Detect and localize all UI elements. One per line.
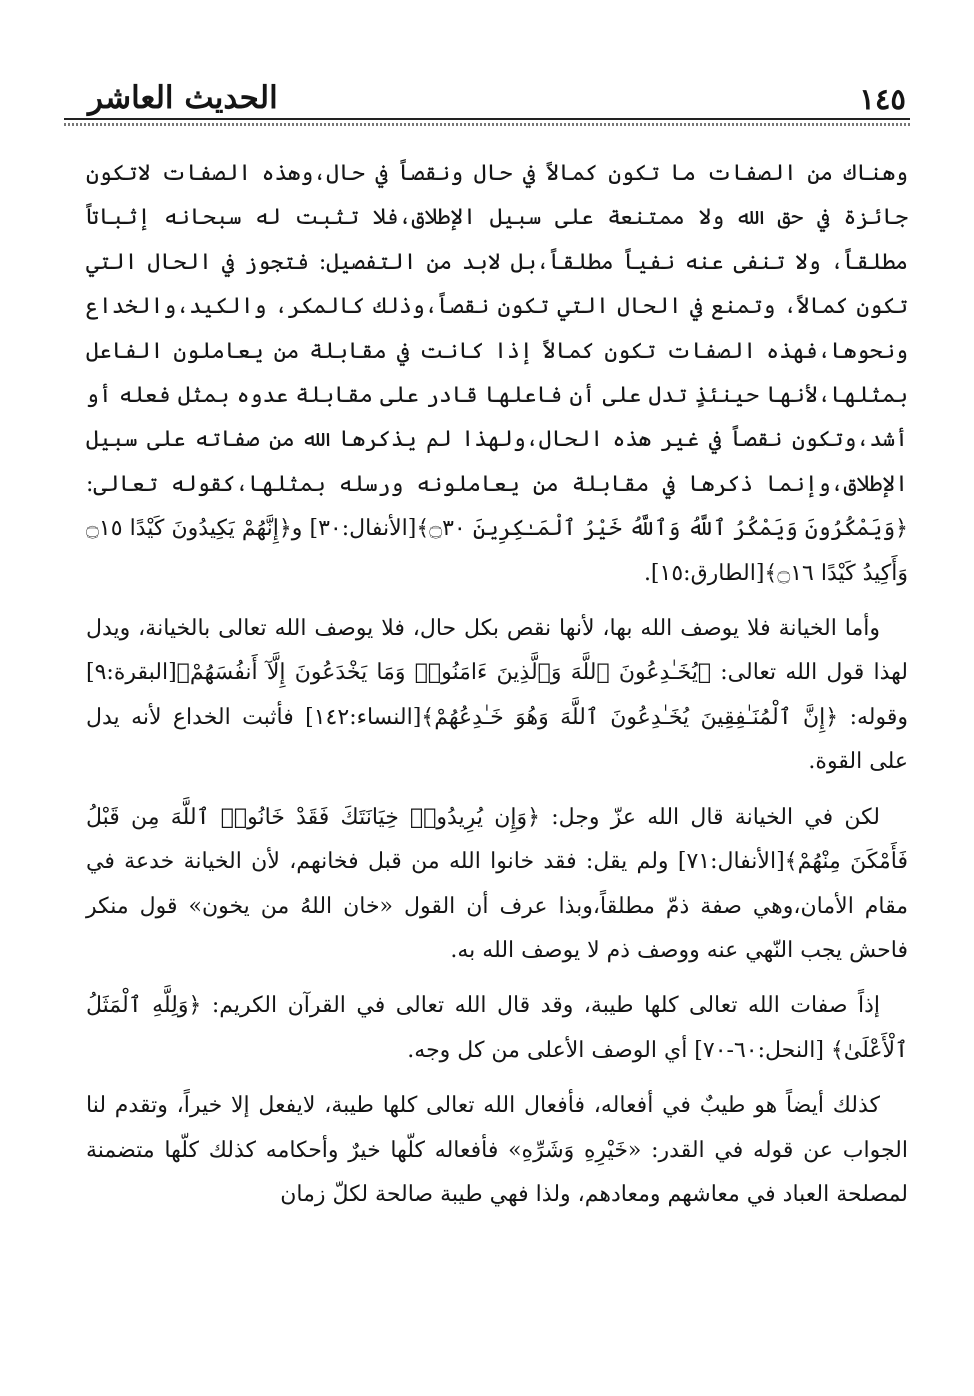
- header-rule-dotted: [64, 123, 910, 126]
- running-title: الحديث العاشر: [88, 80, 278, 116]
- paragraph-5: كذلك أيضاً هو طيبٌ في أفعاله، فأفعال الله تعالى كلها طيبة، لايفعل إلا خيراً، وتقدم لنا الجواب عن قوله في القدر: «خَيْرِهِ وَشَرِّهِ» فأفعاله كلّها خيرٌ وأحكامه كذلك كلّها متضمنة لمصلحة العباد في معاشهم ومعادهم، ولذا فهي طيبة صالحة لكلّ زمان: [86, 1093, 908, 1207]
- header-rule: [64, 118, 910, 120]
- body-text: [86, 152, 908, 1228]
- paragraph-1: وهناك من الصفات ما تكون كمالاً في حال ونقصاً في حال،وهذه الصفات لاتكون جائزة في حق الله ولا ممتنعة على سبيل الإطلاق،فلا تثبت له سبحانه إثباتاً مطلقاً، ولا تنفى عنه نفياً مطلقاً،بل لابد من التفصيل: فتجوز في الحال التي تكون كمالاً، وتمنع في الحال التي تكون نقصاً،وذلك كالمكر، والكيد،والخداع ونحوها،فهذه الصفات تكون كمالاً إذا كانت في مقابلة من يعاملون الفاعل بمثلها،لأنها حينئذٍ تدل على أن فاعلها قادر على مقابلة عدوه بمثل فعله أو أشد،وتكون نقصاً في غير هذه الحال،ولهذا لم يذكرها الله من صفاته على سبيل الإطلاق،وإنما ذكرها في مقابلة من يعاملونه ورسله بمثلها،كقوله تعالى: ﴿وَيَمْكُرُونَ وَيَمْكُرُ ٱللَّهُ وَٱللَّهُ خَيْرُ ٱلْمَـٰكِرِينَ ۝٣٠﴾[الأنفال:٣٠] و﴿إِنَّهُمْ يَكِيدُونَ كَيْدًا ۝١٥ وَأَكِيدُ كَيْدًا ۝١٦﴾[الطارق:١٥].: [86, 161, 908, 586]
- page-number: ١٤٥: [859, 82, 906, 116]
- page-header: [88, 60, 906, 116]
- paragraph-4: إذاً صفات الله تعالى كلها طيبة، وقد قال الله تعالى في القرآن الكريم: ﴿وَلِلَّهِ ٱلْمَثَلُ ٱلْأَعْلَىٰ﴾ [النحل:٦٠-٧٠] أي الوصف الأعلى من كل وجه.: [86, 993, 908, 1063]
- paragraph-2: وأما الخيانة فلا يوصف الله بها، لأنها نقص بكل حال، فلا يوصف الله تعالى بالخيانة، ويدل لهذا قول الله تعالى: ﴿يُخَـٰدِعُونَ ٱللَّهَ وَٱلَّذِينَ ءَامَنُوا۟ وَمَا يَخْدَعُونَ إِلَّآ أَنفُسَهُمْ﴾[البقرة:٩] وقوله: ﴿إِنَّ ٱلْمُنَـٰفِقِينَ يُخَـٰدِعُونَ ٱللَّهَ وَهُوَ خَـٰدِعُهُمْ﴾[النساء:١٤٢] فأثبت الخداع لأنه يدل على القوة.: [86, 616, 908, 775]
- paragraph-3: لكن في الخيانة قال الله عزّ وجل: ﴿وَإِن يُرِيدُوا۟ خِيَانَتَكَ فَقَدْ خَانُوا۟ ٱللَّهَ مِن قَبْلُ فَأَمْكَنَ مِنْهُمْ﴾[الأنفال:٧١] ولم يقل: فقد خانوا الله من قبل فخانهم، لأن الخيانة خدعة في مقام الأمان،وهي صفة ذمّ مطلقاً،وبذا عرف أن القول «خان اللهُ من يخون» قول منكر فاحش يجب النّهي عنه ووصف ذم لا يوصف الله به.: [86, 804, 908, 963]
